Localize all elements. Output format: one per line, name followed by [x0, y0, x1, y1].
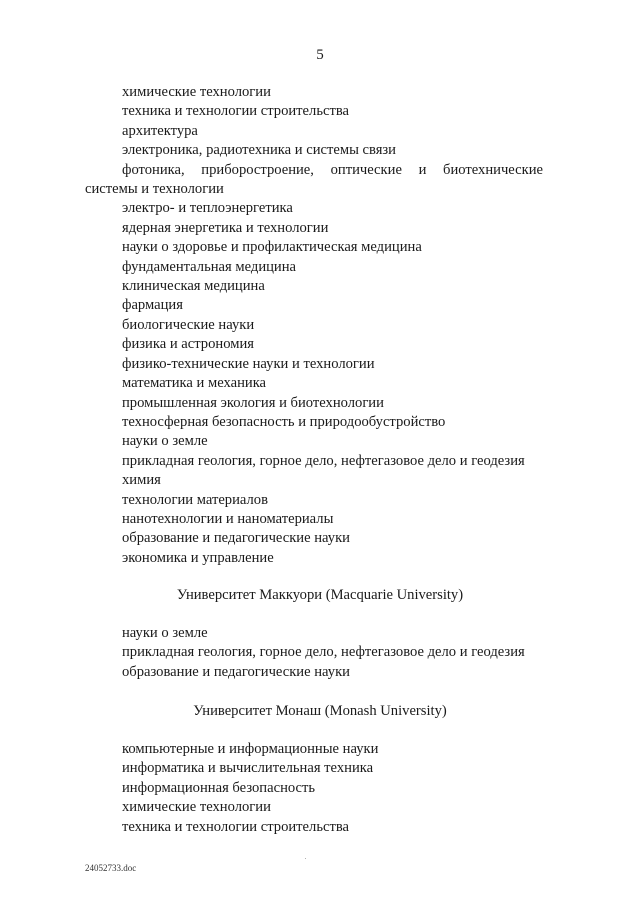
university-heading-monash: Университет Монаш (Monash University)	[193, 703, 447, 719]
list-item: техника и технологии строительства	[122, 818, 350, 835]
list-item: нанотехнологии и наноматериалы	[122, 510, 334, 527]
list-item: физико-технические науки и технологии	[122, 355, 375, 372]
list-item: прикладная геология, горное дело, нефтегазовое дело и геодезия	[122, 644, 525, 661]
list-item: архитектура	[122, 122, 198, 139]
list-item: клиническая медицина	[122, 278, 265, 295]
list-item: ядерная энергетика и технологии	[122, 219, 329, 236]
field-list-general	[85, 83, 543, 568]
list-item: химические технологии	[122, 84, 271, 100]
list-item: науки о здоровье и профилактическая медицина	[122, 239, 422, 256]
list-item: экономика и управление	[122, 549, 274, 566]
list-item: математика и механика	[122, 375, 267, 392]
list-item: образование и педагогические науки	[122, 663, 350, 680]
list-item: фундаментальная медицина	[122, 258, 297, 275]
scan-speck	[305, 858, 306, 859]
field-list-monash	[85, 740, 543, 837]
list-item: электроника, радиотехника и системы связи	[122, 142, 396, 159]
list-item: образование и педагогические науки	[122, 530, 350, 547]
list-item: прикладная геология, горное дело, нефтегазовое дело и геодезия	[122, 452, 525, 469]
list-item: физика и астрономия	[122, 336, 254, 353]
page-number: 5	[316, 47, 324, 63]
list-item: химические технологии	[122, 799, 271, 816]
list-item: информатика и вычислительная техника	[122, 760, 374, 777]
university-heading-macquarie: Университет Маккуори (Macquarie University)	[176, 587, 464, 603]
list-item: науки о земле	[122, 625, 208, 641]
list-item: техника и технологии строительства	[122, 103, 350, 120]
footer-filename: 24052733.doc	[85, 863, 137, 873]
list-item: биологические науки	[122, 316, 255, 333]
list-item: информационная безопасность	[122, 779, 316, 796]
list-item: технологии материалов	[122, 491, 268, 508]
list-item: фотоника, приборостроение, оптические и биотехнические системы и технологии	[85, 161, 543, 198]
list-item: техносферная безопасность и природообустройство	[122, 413, 446, 430]
list-item: фармация	[122, 297, 183, 314]
list-item: химия	[122, 472, 161, 489]
list-item: электро- и теплоэнергетика	[122, 200, 293, 217]
list-item: науки о земле	[122, 433, 208, 450]
field-list-macquarie	[85, 624, 543, 682]
list-item: компьютерные и информационные науки	[122, 741, 379, 757]
list-item: промышленная экология и биотехнологии	[122, 394, 384, 411]
